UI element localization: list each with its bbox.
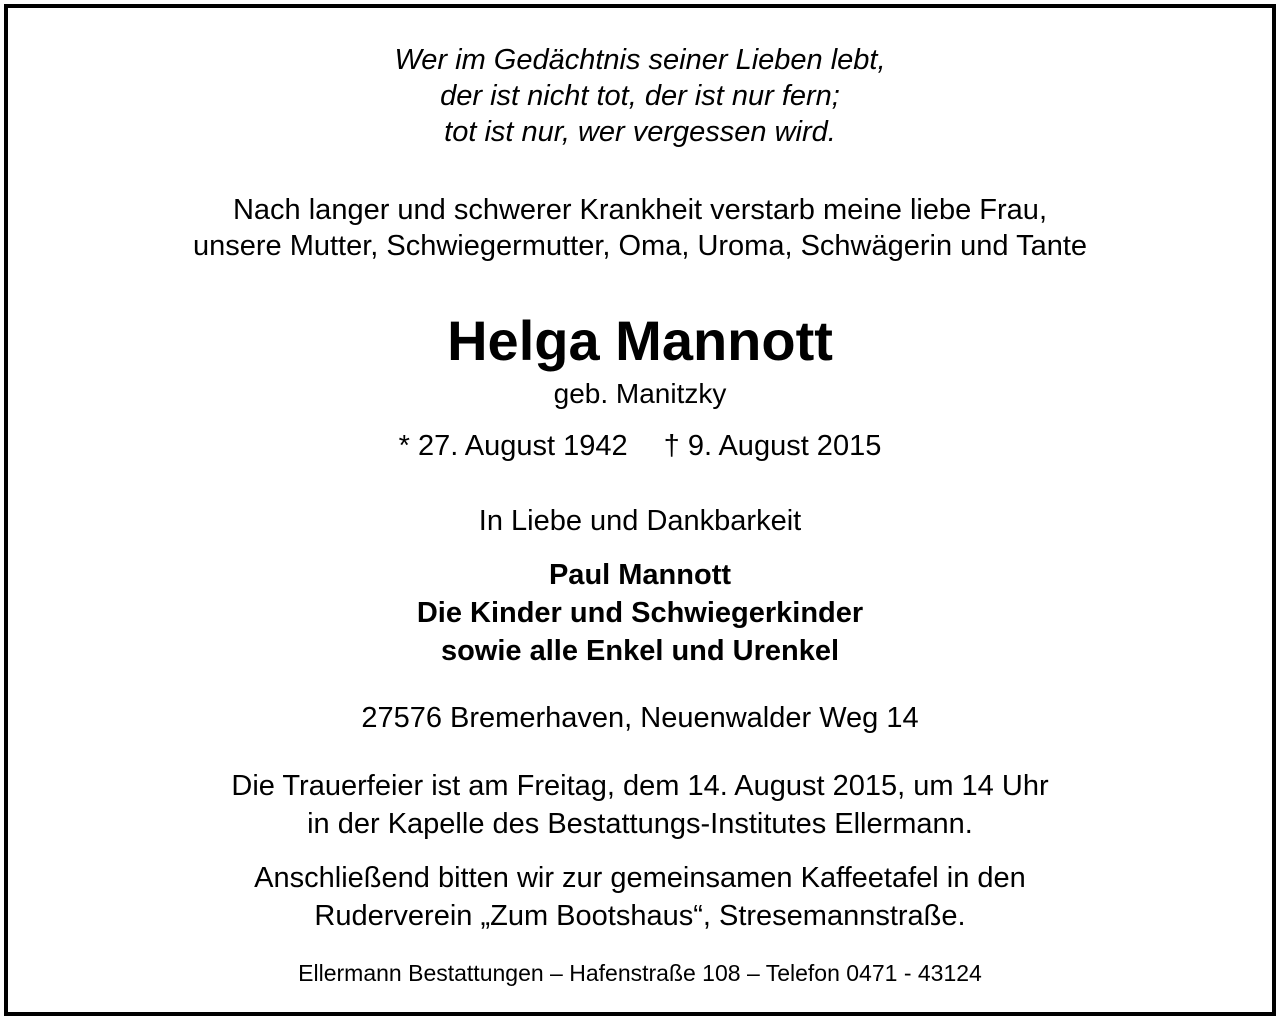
intro-line-1: Nach langer und schwerer Krankheit verstarb meine liebe Frau,	[232, 194, 1047, 226]
reception-line-2: Ruderverein „Zum Bootshaus“, Stresemannstraße.	[314, 900, 966, 932]
life-dates	[8, 432, 1272, 461]
mourner-line-3: sowie alle Enkel und Urenkel	[440, 635, 840, 667]
service-line-1: Die Trauerfeier ist am Freitag, dem 14. August 2015, um 14 Uhr	[231, 770, 1049, 802]
death-date: † 9. August 2015	[663, 430, 882, 462]
obituary-notice	[4, 4, 1276, 1016]
address: 27576 Bremerhaven, Neuenwalder Weg 14	[361, 702, 919, 734]
poem-line-3: tot ist nur, wer vergessen wird.	[444, 116, 836, 148]
maiden-name: geb. Manitzky	[553, 378, 727, 409]
reception-line-1: Anschließend bitten wir zur gemeinsamen Kaffeetafel in den	[254, 862, 1026, 894]
closing-phrase: In Liebe und Dankbarkeit	[478, 505, 802, 537]
funeral-home-footer: Ellermann Bestattungen – Hafenstraße 108 – Telefon 0471 - 43124	[298, 960, 982, 986]
deceased-name: Helga Mannott	[447, 309, 833, 372]
poem-line-2: der ist nicht tot, der ist nur fern;	[440, 80, 840, 112]
birth-date: * 27. August 1942	[398, 430, 628, 462]
service-line-2: in der Kapelle des Bestattungs-Institutes Ellermann.	[307, 808, 973, 840]
mourner-line-2: Die Kinder und Schwiegerkinder	[416, 597, 864, 629]
mourner-line-1: Paul Mannott	[548, 559, 732, 591]
poem-line-1: Wer im Gedächtnis seiner Lieben lebt,	[394, 44, 886, 76]
intro-line-2: unsere Mutter, Schwiegermutter, Oma, Uroma, Schwägerin und Tante	[192, 230, 1088, 262]
